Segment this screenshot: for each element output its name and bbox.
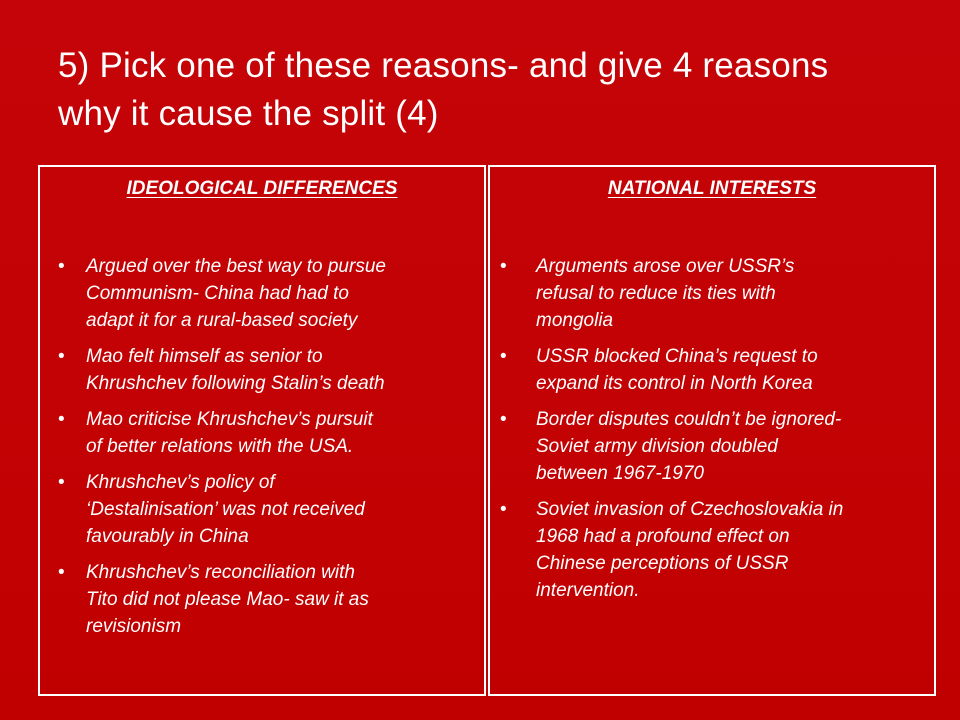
- bullet-text: [86, 253, 474, 334]
- bullet-text-line: intervention.: [536, 580, 640, 601]
- bullet-text: [536, 253, 928, 334]
- slide-title-line: why it cause the split (4): [58, 94, 439, 133]
- bullet-text-line: revisionism: [86, 616, 182, 637]
- bullet-point-icon: •: [500, 499, 507, 520]
- bullet-text-line: Arguments arose over USSR’s: [536, 256, 795, 277]
- right-column-heading: NATIONAL INTERESTS: [607, 178, 817, 199]
- bullet-text-line: Tito did not please Mao- saw it as: [86, 589, 369, 610]
- bullet-point-icon: •: [500, 409, 507, 430]
- bullet-item: [490, 406, 934, 487]
- left-column-heading: IDEOLOGICAL DIFFERENCES: [126, 178, 398, 199]
- bullet-text-line: adapt it for a rural-based society: [86, 310, 358, 331]
- bullet-text: [536, 496, 928, 604]
- bullet-text-line: favourably in China: [86, 526, 249, 547]
- bullet-text-line: of better relations with the USA.: [86, 436, 354, 457]
- bullet-text-line: Khrushchev’s policy of: [86, 472, 275, 493]
- bullet-text-line: Border disputes couldn’t be ignored-: [536, 409, 842, 430]
- bullet-item: [40, 253, 484, 334]
- bullet-text: [86, 343, 474, 397]
- right-bullet-list: [490, 253, 934, 613]
- bullet-text-line: between 1967-1970: [536, 463, 704, 484]
- bullet-text-line: Soviet army division doubled: [536, 436, 778, 457]
- bullet-point-icon: •: [58, 256, 65, 277]
- bullet-item: [40, 406, 484, 460]
- right-column-box: [488, 165, 936, 696]
- bullet-text: [536, 406, 928, 487]
- bullet-text: [86, 559, 474, 640]
- slide-title-line: 5) Pick one of these reasons- and give 4 reasons: [58, 46, 829, 85]
- bullet-text-line: Chinese perceptions of USSR: [536, 553, 789, 574]
- bullet-text: [86, 406, 474, 460]
- bullet-text-line: Khrushchev following Stalin’s death: [86, 373, 385, 394]
- bullet-text-line: expand its control in North Korea: [536, 373, 813, 394]
- bullet-text-line: Mao felt himself as senior to: [86, 346, 323, 367]
- bullet-point-icon: •: [58, 346, 65, 367]
- bullet-point-icon: •: [58, 562, 65, 583]
- bullet-text: [536, 343, 928, 397]
- bullet-text-line: Argued over the best way to pursue: [86, 256, 386, 277]
- bullet-item: [490, 496, 934, 604]
- bullet-text-line: refusal to reduce its ties with: [536, 283, 776, 304]
- left-column-box: [38, 165, 486, 696]
- bullet-text-line: 1968 had a profound effect on: [536, 526, 790, 547]
- bullet-point-icon: •: [500, 346, 507, 367]
- bullet-text-line: Mao criticise Khrushchev’s pursuit: [86, 409, 373, 430]
- bullet-text-line: Khrushchev’s reconciliation with: [86, 562, 355, 583]
- bullet-point-icon: •: [500, 256, 507, 277]
- bullet-text: [86, 469, 474, 550]
- bullet-text-line: ‘Destalinisation’ was not received: [86, 499, 365, 520]
- bullet-item: [40, 343, 484, 397]
- bullet-text-line: Soviet invasion of Czechoslovakia in: [536, 499, 844, 520]
- bullet-item: [490, 343, 934, 397]
- bullet-point-icon: •: [58, 472, 65, 493]
- bullet-text-line: USSR blocked China’s request to: [536, 346, 818, 367]
- bullet-item: [40, 559, 484, 640]
- bullet-text-line: mongolia: [536, 310, 614, 331]
- left-bullet-list: [40, 253, 484, 649]
- bullet-text-line: Communism- China had had to: [86, 283, 349, 304]
- bullet-point-icon: •: [58, 409, 65, 430]
- bullet-item: [490, 253, 934, 334]
- slide-title: [58, 42, 938, 138]
- bullet-item: [40, 469, 484, 550]
